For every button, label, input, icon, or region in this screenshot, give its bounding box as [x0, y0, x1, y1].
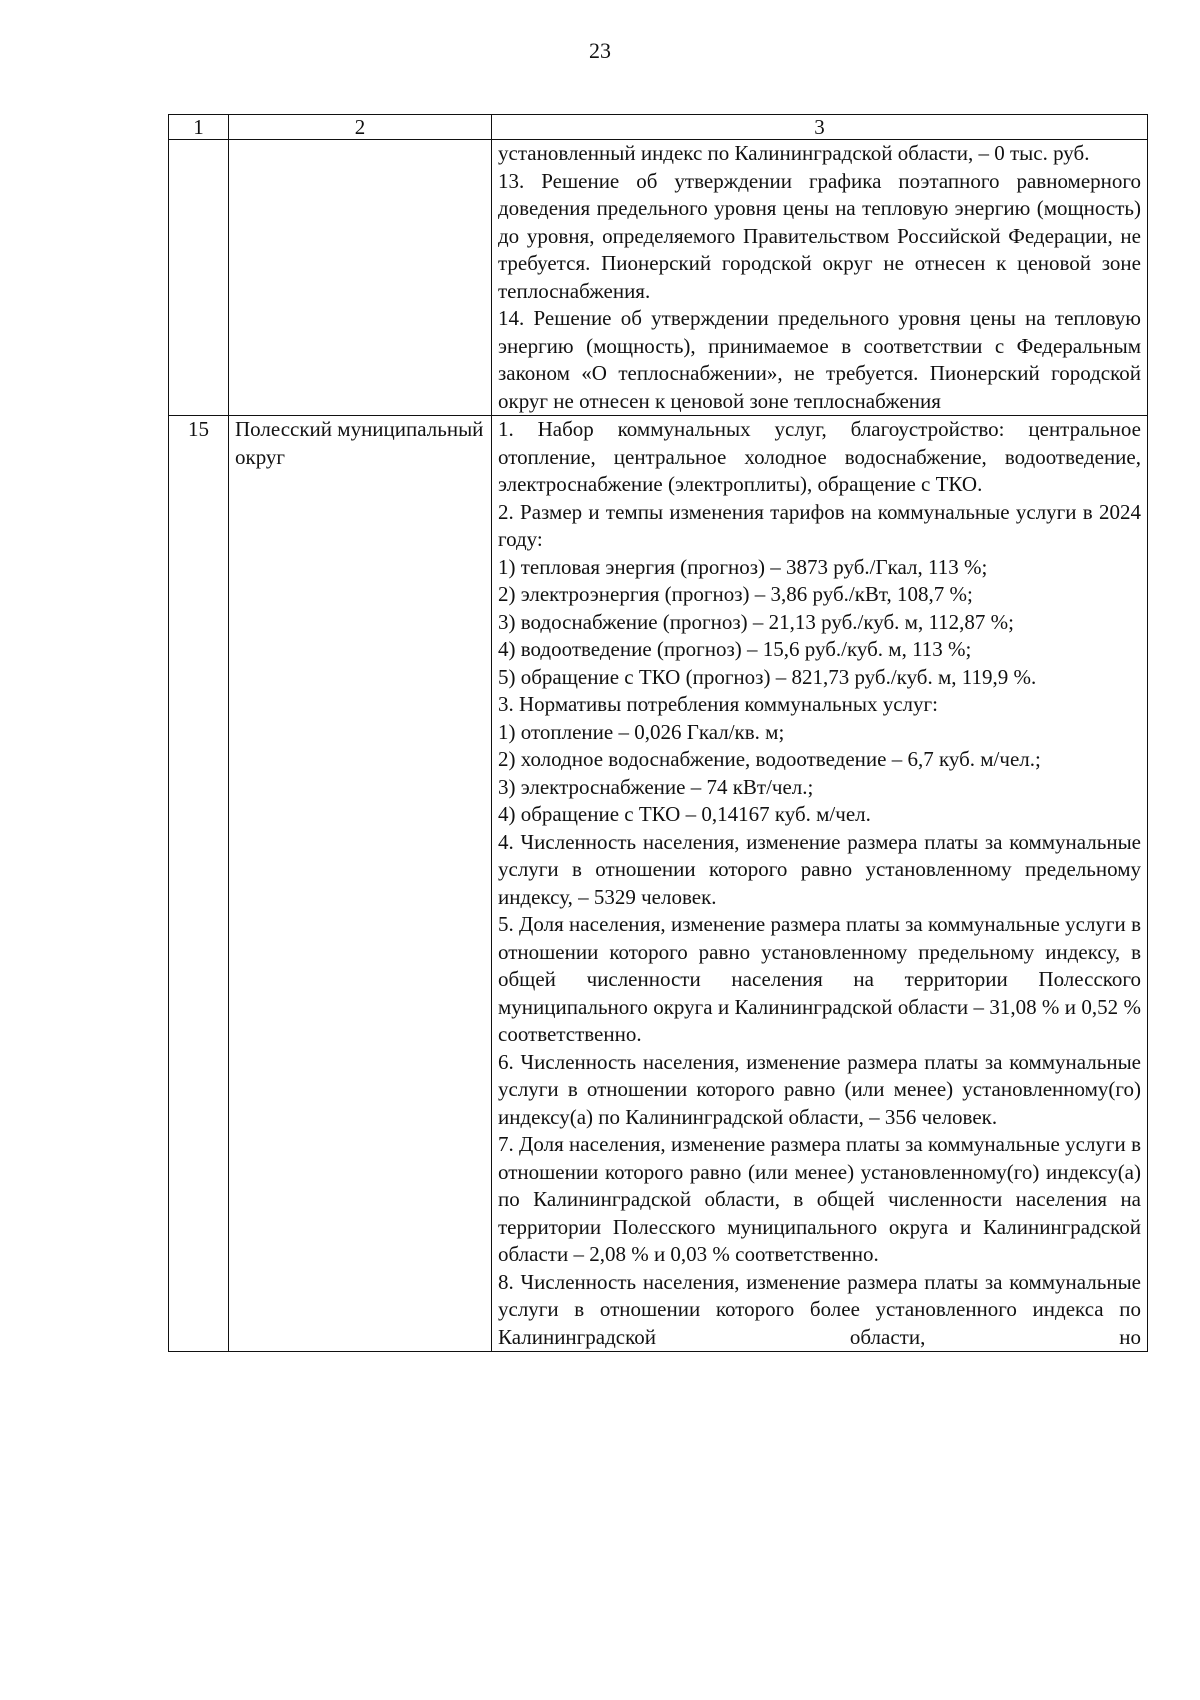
row-name-cell [229, 140, 492, 416]
paragraph: 5) обращение с ТКО (прогноз) – 821,73 руб./куб. м, 119,9 %. [498, 664, 1037, 689]
row-name-cell: Полесский муниципальный округ [229, 416, 492, 1352]
paragraph: установленный индекс по Калининградской области, – 0 тыс. руб. [498, 141, 1090, 165]
column-header-1: 1 [169, 115, 229, 140]
paragraph: 1) тепловая энергия (прогноз) – 3873 руб./Гкал, 113 %; [498, 554, 988, 579]
document-table [168, 114, 1148, 1352]
paragraph: 8. Численность населения, изменение размера платы за коммунальные услуги в отношении которого более установленного индекса по Калининградской области, но [498, 1269, 1141, 1349]
row-text-cell [492, 416, 1148, 1352]
paragraph: 7. Доля населения, изменение размера платы за коммунальные услуги в отношении которого равно (или менее) установленному(го) индексу(а) по Калининградской области, в общей численности населения на территории Полесского муниципального округа и Калининградской области – 2,08 % и 0,03 % соответственно. [498, 1132, 1141, 1266]
paragraph: 6. Численность населения, изменение размера платы за коммунальные услуги в отношении которого равно (или менее) установленному(го) индексу(а) по Калининградской области, – 356 человек. [498, 1049, 1141, 1129]
paragraph: 3) электроснабжение – 74 кВт/чел.; [498, 774, 814, 799]
paragraph: 3) водоснабжение (прогноз) – 21,13 руб./куб. м, 112,87 %; [498, 609, 1014, 634]
page-number: 23 [589, 38, 611, 63]
paragraph: 4) водоотведение (прогноз) – 15,6 руб./куб. м, 113 %; [498, 637, 972, 661]
paragraph: 2) холодное водоснабжение, водоотведение – 6,7 куб. м/чел.; [498, 747, 1041, 771]
paragraph: 3. Нормативы потребления коммунальных услуг: [498, 692, 938, 716]
paragraph: 2) электроэнергия (прогноз) – 3,86 руб./кВт, 108,7 %; [498, 582, 973, 606]
table-row-15 [169, 416, 1148, 1352]
paragraph: 4. Численность населения, изменение размера платы за коммунальные услуги в отношении которого равно установленному предельному индексу, – 5329 человек. [498, 829, 1141, 909]
paragraph: 1. Набор коммунальных услуг, благоустройство: центральное отопление, центральное холодное водоснабжение, водоотведение, электроснабжение (электроплиты), обращение с ТКО. [498, 417, 1141, 496]
paragraph: 5. Доля населения, изменение размера платы за коммунальные услуги в отношении которого равно установленному предельному индексу, в общей численности населения на территории Полесского муниципального округа и Калининградской области – 31,08 % и 0,52 % соответственно. [498, 912, 1141, 1046]
column-header-2: 2 [229, 115, 492, 140]
table-header-row [169, 115, 1148, 140]
paragraph: 1) отопление – 0,026 Гкал/кв. м; [498, 719, 785, 744]
row-number-cell: 15 [169, 416, 229, 1352]
table-row-continued [169, 140, 1148, 416]
paragraph: 4) обращение с ТКО – 0,14167 куб. м/чел. [498, 802, 871, 826]
row-number-cell [169, 140, 229, 416]
paragraph: 2. Размер и темпы изменения тарифов на коммунальные услуги в 2024 году: [498, 499, 1141, 551]
column-header-3: 3 [492, 115, 1148, 140]
row-text-cell [492, 140, 1148, 416]
paragraph: 14. Решение об утверждении предельного уровня цены на тепловую энергию (мощность), принимаемое в соответствии с Федеральным законом «О теплоснабжении», не требуется. Пионерский городской округ не отнесен к ценовой зоне теплоснабжения [498, 306, 1141, 413]
paragraph: 13. Решение об утверждении графика поэтапного равномерного доведения предельного уровня цены на тепловую энергию (мощность) до уровня, определяемого Правительством Российской Федерации, не требуется. Пионерский городской округ не отнесен к ценовой зоне теплоснабжения. [498, 168, 1141, 303]
